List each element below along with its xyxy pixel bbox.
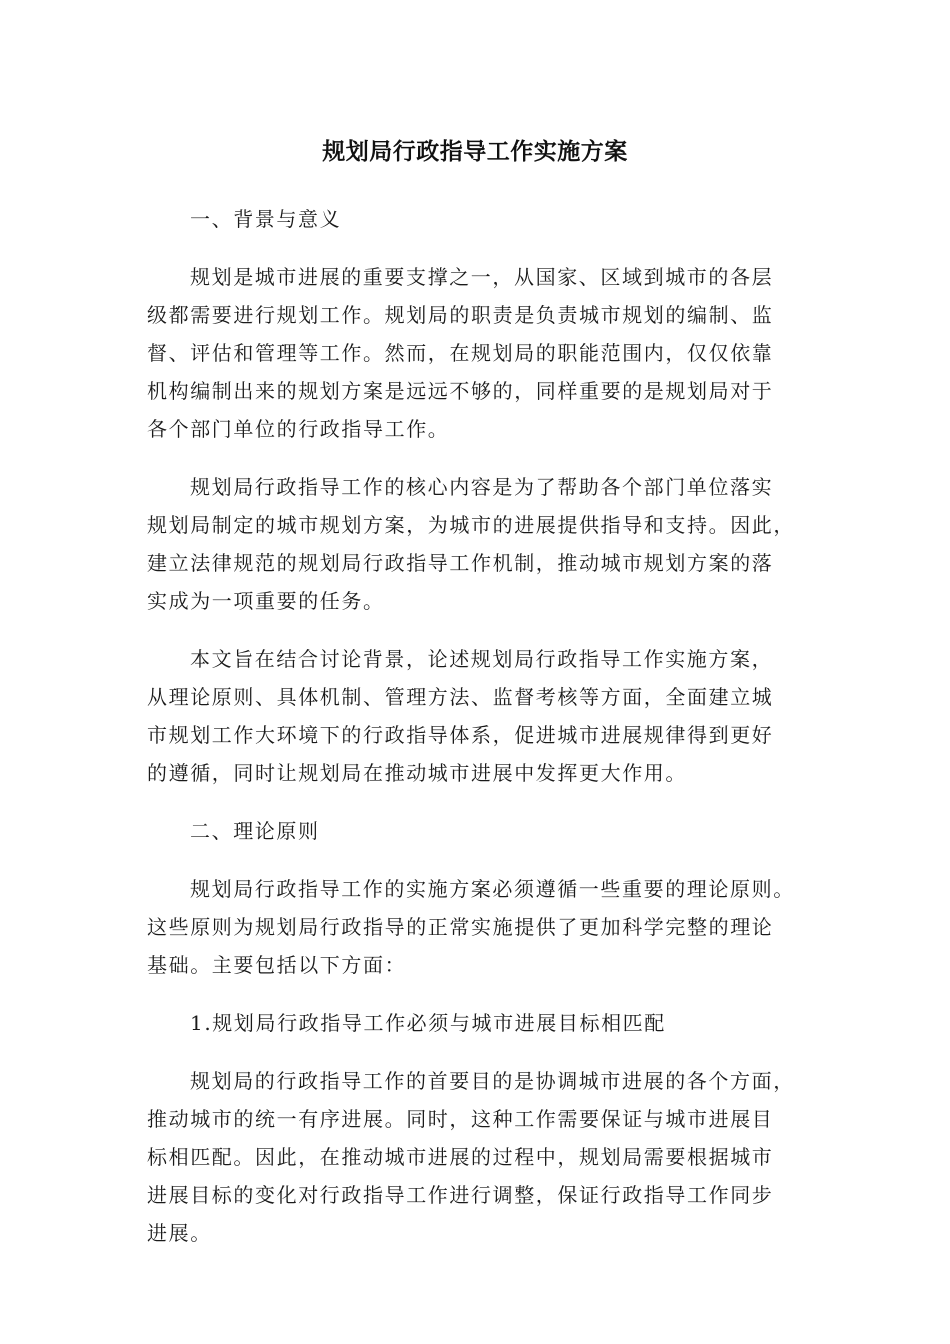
paragraph-gap (147, 792, 807, 812)
text-line: 的遵循，同时让规划局在推动城市进展中发挥更大作用。 (147, 761, 687, 785)
text-line: 规划局行政指导工作的实施方案必须遵循一些重要的理论原则。 (190, 877, 795, 901)
paragraph-gap (147, 850, 807, 870)
text-line: 进展。 (147, 1221, 212, 1245)
text-line: 基础。主要包括以下方面： (147, 953, 407, 977)
paragraph-gap (147, 620, 807, 640)
text-line: 规划是城市进展的重要支撑之一，从国家、区域到城市的各层 (190, 265, 774, 289)
text-line: 市规划工作大环境下的行政指导体系，促进城市进展规律得到更好 (147, 723, 774, 747)
text-line: 督、评估和管理等工作。然而，在规划局的职能范围内，仅仅依靠 (147, 341, 774, 365)
document-body (147, 200, 807, 1252)
paragraph-gap (147, 238, 807, 258)
text-line: 各个部门单位的行政指导工作。 (147, 417, 450, 441)
paragraph-gap (147, 448, 807, 468)
text-line: 推动城市的统一有序进展。同时，这种工作需要保证与城市进展目 (147, 1107, 774, 1131)
text-line: 1.规划局行政指导工作必须与城市进展目标相匹配 (190, 1011, 666, 1035)
text-line: 规划局的行政指导工作的首要目的是协调城市进展的各个方面， (190, 1069, 795, 1093)
text-line: 机构编制出来的规划方案是远远不够的，同样重要的是规划局对于 (147, 379, 774, 403)
document-title: 规划局行政指导工作实施方案 (322, 139, 628, 165)
text-line: 从理论原则、具体机制、管理方法、监督考核等方面，全面建立城 (147, 685, 774, 709)
text-line: 这些原则为规划局行政指导的正常实施提供了更加科学完整的理论 (147, 915, 774, 939)
paragraph-gap (147, 984, 807, 1004)
text-line: 进展目标的变化对行政指导工作进行调整，保证行政指导工作同步 (147, 1183, 774, 1207)
text-line: 规划局制定的城市规划方案，为城市的进展提供指导和支持。因此， (147, 513, 795, 537)
text-line: 一、背景与意义 (190, 207, 342, 231)
text-line: 级都需要进行规划工作。规划局的职责是负责城市规划的编制、监 (147, 303, 774, 327)
text-line: 本文旨在结合讨论背景，论述规划局行政指导工作实施方案， (190, 647, 774, 671)
text-line: 规划局行政指导工作的核心内容是为了帮助各个部门单位落实 (190, 475, 774, 499)
paragraph-gap (147, 1042, 807, 1062)
text-line: 标相匹配。因此，在推动城市进展的过程中，规划局需要根据城市 (147, 1145, 774, 1169)
text-line: 实成为一项重要的任务。 (147, 589, 385, 613)
text-line: 二、理论原则 (190, 819, 320, 843)
text-line: 建立法律规范的规划局行政指导工作机制，推动城市规划方案的落 (147, 551, 774, 575)
